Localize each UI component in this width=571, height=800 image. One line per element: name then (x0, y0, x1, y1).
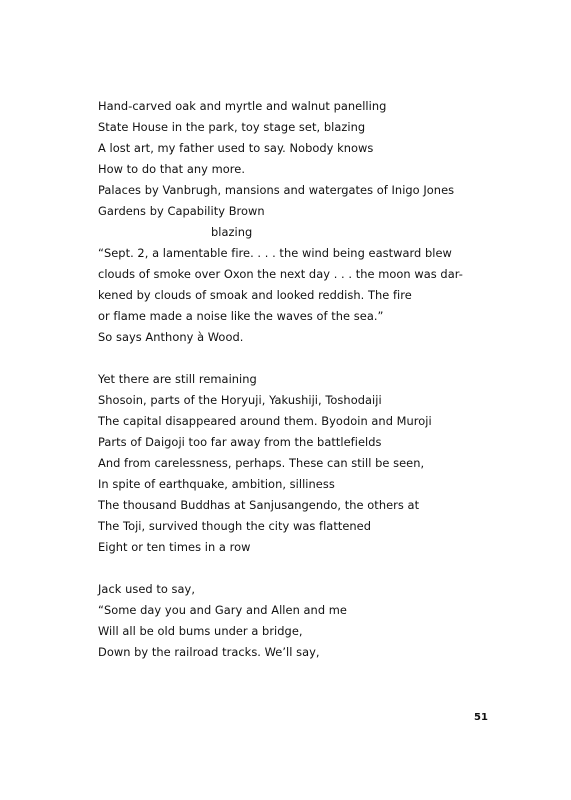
poem-line-indented: blazing (211, 225, 253, 239)
poem-line: Parts of Daigoji too far away from the battlefields (98, 435, 382, 449)
poem-line: The capital disappeared around them. Byodoin and Muroji (98, 414, 432, 428)
poem-line: “Some day you and Gary and Allen and me (98, 603, 347, 617)
poem-line: clouds of smoke over Oxon the next day . . . the moon was dar- (98, 267, 463, 281)
poem-line: Gardens by Capability Brown (98, 204, 265, 218)
poem-line: State House in the park, toy stage set, blazing (98, 120, 366, 134)
poem-line: A lost art, my father used to say. Nobody knows (98, 141, 374, 155)
stanza-3 (98, 579, 538, 663)
poem-text (98, 96, 538, 663)
page-number: 51 (474, 712, 488, 723)
poem-line: Will all be old bums under a bridge, (98, 624, 303, 638)
poem-line: The thousand Buddhas at Sanjusangendo, the others at (98, 498, 420, 512)
poem-line: Yet there are still remaining (98, 372, 257, 386)
stanza-2 (98, 369, 538, 558)
poem-line: Shosoin, parts of the Horyuji, Yakushiji, Toshodaiji (98, 393, 382, 407)
stanza-1 (98, 96, 538, 348)
poem-line: Hand-carved oak and myrtle and walnut panelling (98, 99, 387, 113)
poem-line: kened by clouds of smoak and looked reddish. The fire (98, 288, 412, 302)
poem-line: In spite of earthquake, ambition, silliness (98, 477, 335, 491)
poem-line: “Sept. 2, a lamentable fire. . . . the wind being eastward blew (98, 246, 452, 260)
poem-line: The Toji, survived though the city was flattened (98, 519, 372, 533)
poem-line: Palaces by Vanbrugh, mansions and watergates of Inigo Jones (98, 183, 455, 197)
poem-line: How to do that any more. (98, 162, 245, 176)
poem-line: So says Anthony à Wood. (98, 330, 244, 344)
poem-line: And from carelessness, perhaps. These can still be seen, (98, 456, 425, 470)
poem-line: Jack used to say, (98, 582, 196, 596)
poem-line: Down by the railroad tracks. We’ll say, (98, 645, 320, 659)
poem-line: or flame made a noise like the waves of the sea.” (98, 309, 384, 323)
poem-line: Eight or ten times in a row (98, 540, 251, 554)
